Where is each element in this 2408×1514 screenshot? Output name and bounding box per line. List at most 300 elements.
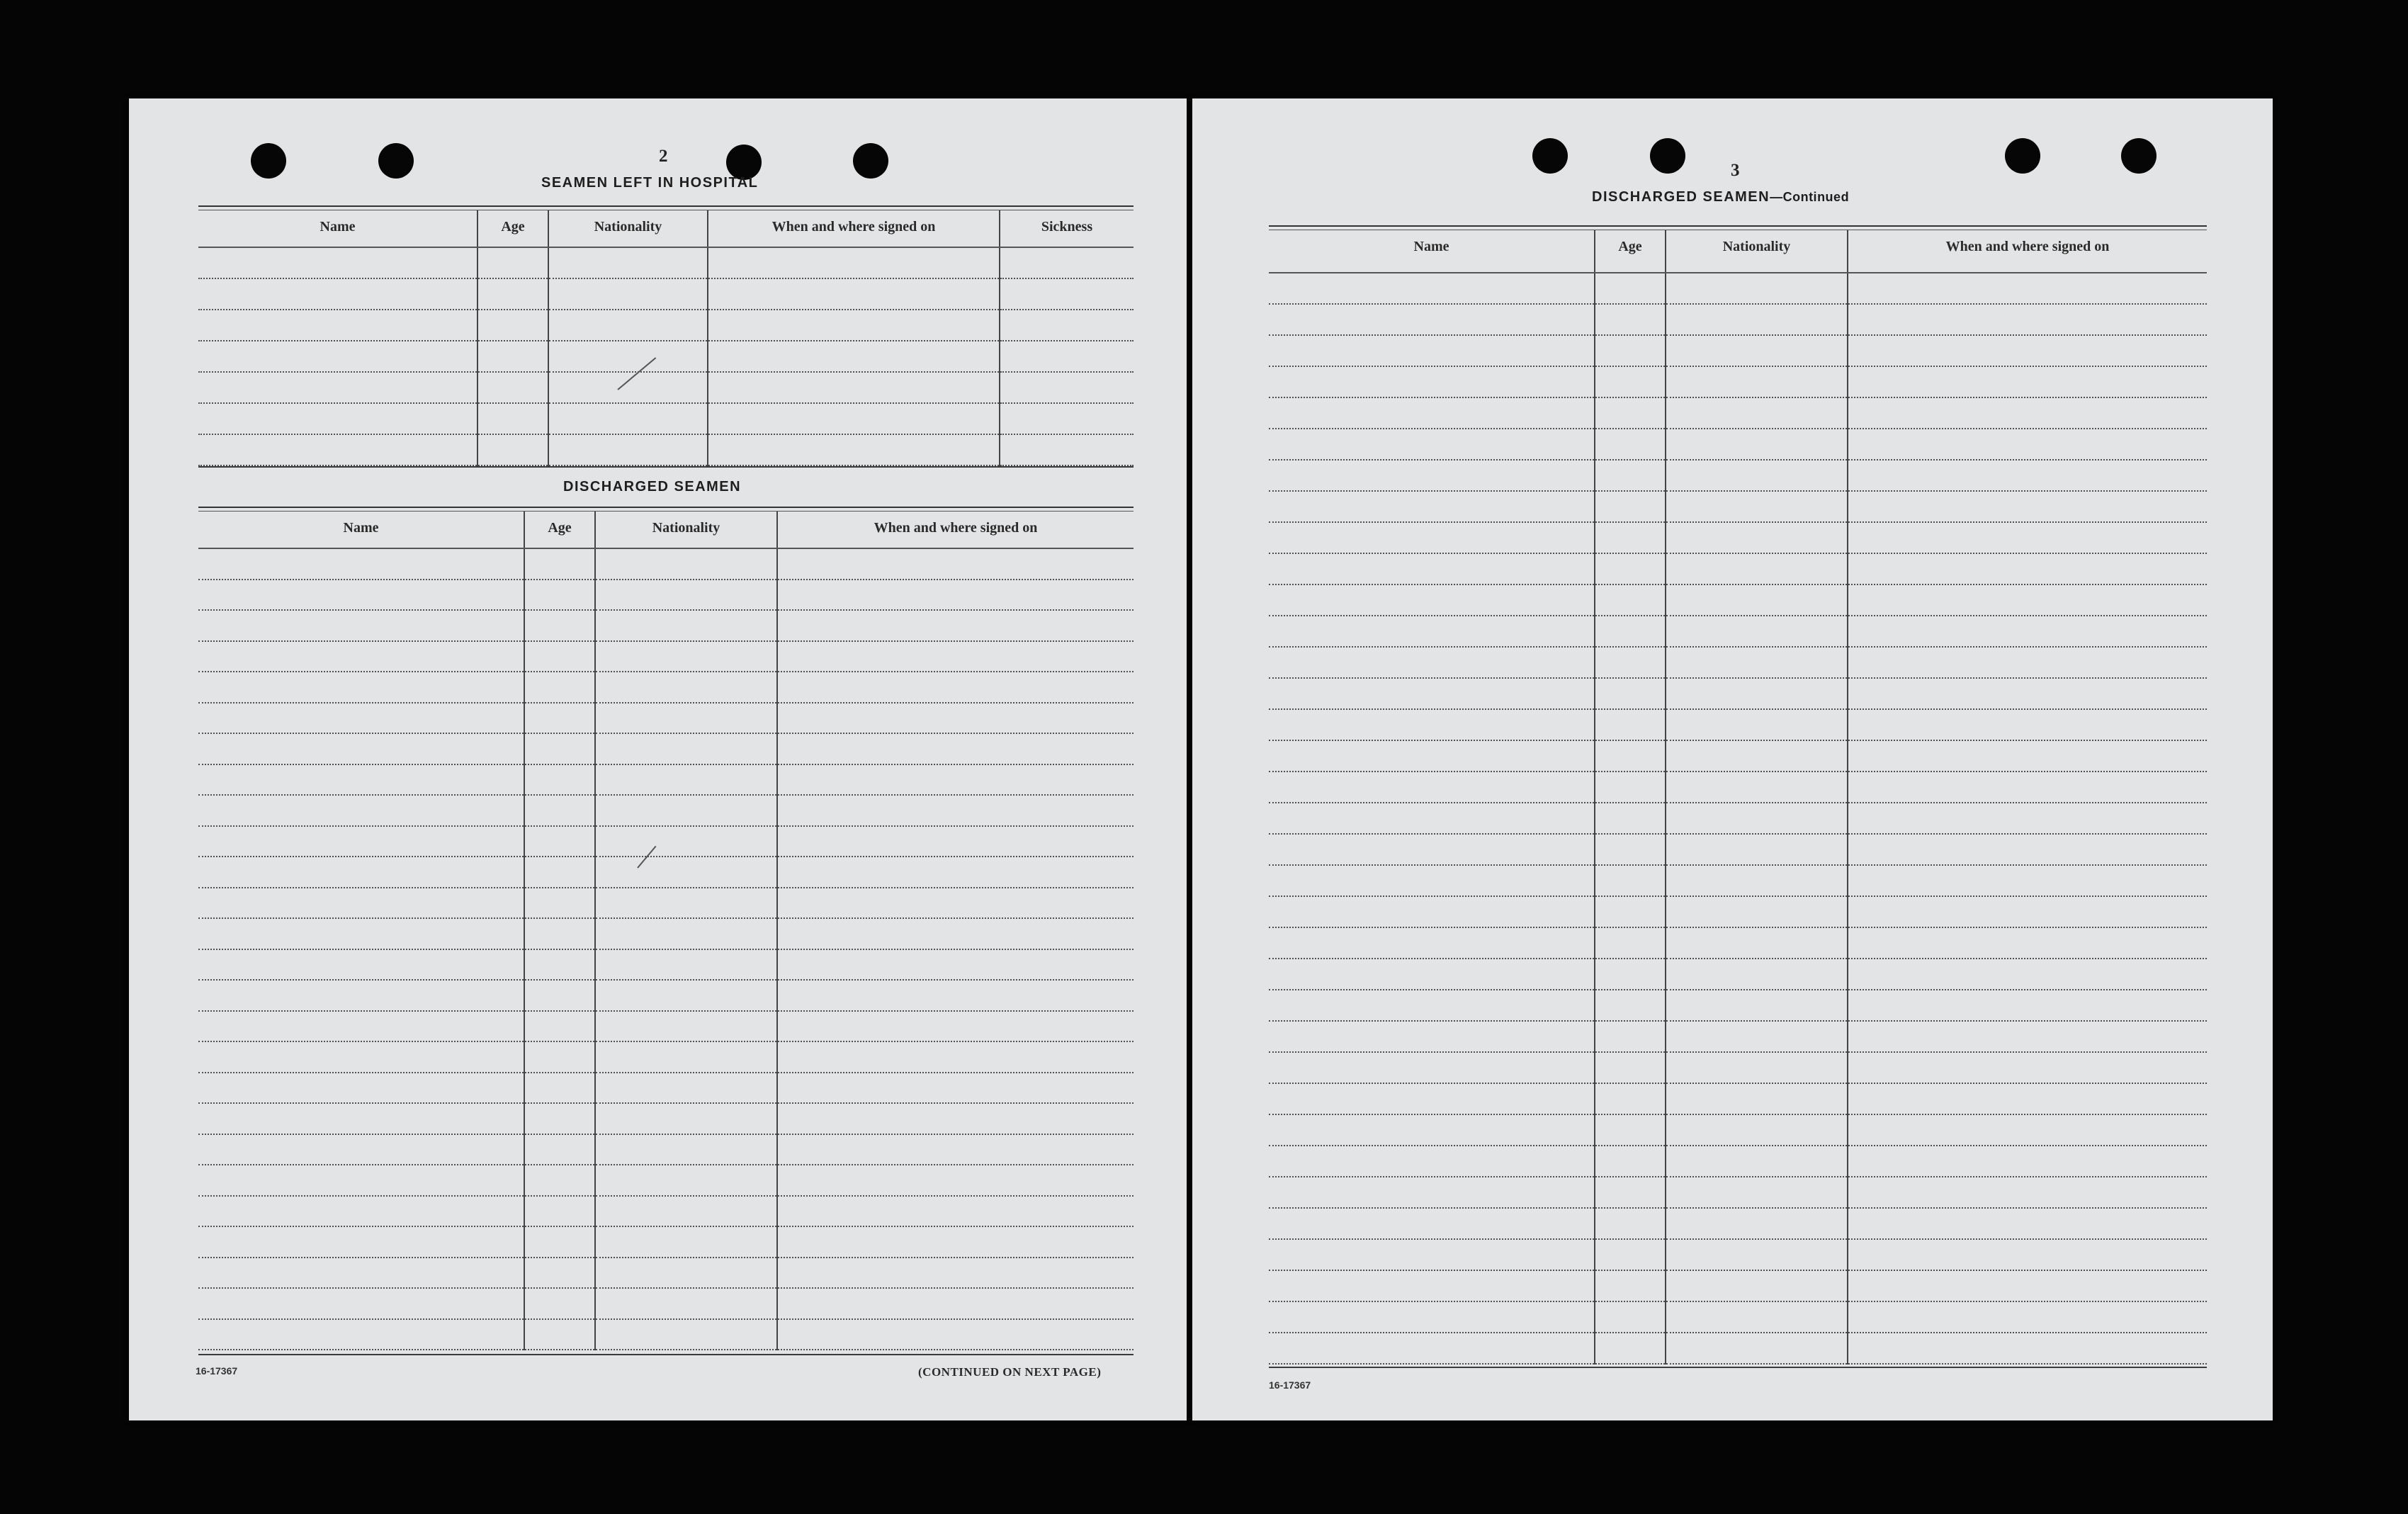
blank-cell	[198, 1103, 524, 1134]
blank-cell	[1269, 553, 1595, 584]
blank-cell	[708, 434, 1000, 465]
column-header: When and where signed on	[777, 512, 1134, 548]
punch-hole	[1532, 138, 1568, 174]
blank-cell	[708, 278, 1000, 310]
table-row	[1269, 616, 2207, 647]
table-row	[198, 1319, 1134, 1350]
blank-cell	[595, 764, 777, 796]
blank-cell	[198, 247, 477, 278]
blank-cell	[1848, 740, 2207, 772]
blank-cell	[1848, 1052, 2207, 1083]
blank-cell	[1595, 834, 1666, 865]
blank-cell	[1666, 740, 1848, 772]
table-row	[1269, 553, 2207, 584]
table-row	[198, 548, 1134, 580]
column-header: Nationality	[1666, 230, 1848, 273]
blank-cell	[1666, 335, 1848, 366]
blank-cell	[1269, 896, 1595, 927]
table-row	[198, 672, 1134, 703]
blank-cell	[1666, 1146, 1848, 1177]
blank-cell	[777, 1134, 1134, 1165]
blank-cell	[1848, 429, 2207, 460]
blank-cell	[777, 641, 1134, 672]
blank-cell	[524, 1196, 595, 1227]
table-row	[1269, 1301, 2207, 1333]
table-row	[198, 247, 1134, 278]
page-number: 3	[1731, 161, 1740, 180]
table-row	[198, 918, 1134, 949]
blank-cell	[1269, 927, 1595, 959]
blank-cell	[708, 372, 1000, 403]
blank-cell	[1269, 803, 1595, 834]
blank-cell	[524, 610, 595, 641]
table-row	[1269, 959, 2207, 990]
blank-cell	[1269, 1177, 1595, 1208]
blank-cell	[1666, 1333, 1848, 1364]
blank-cell	[524, 949, 595, 981]
column-header: Nationality	[595, 512, 777, 548]
blank-cell	[548, 341, 708, 372]
blank-cell	[1666, 990, 1848, 1021]
blank-cell	[777, 1319, 1134, 1350]
blank-cell	[777, 733, 1134, 764]
blank-cell	[524, 641, 595, 672]
blank-cell	[477, 434, 548, 465]
blank-cell	[595, 1196, 777, 1227]
table-row	[198, 1226, 1134, 1258]
blank-cell	[1848, 1021, 2207, 1052]
blank-cell	[1848, 1146, 2207, 1177]
section-rule	[198, 507, 1134, 512]
blank-cell	[1595, 1146, 1666, 1177]
blank-cell	[198, 1258, 524, 1289]
blank-cell	[524, 580, 595, 611]
blank-cell	[477, 372, 548, 403]
table-row	[198, 857, 1134, 888]
blank-cell	[198, 1073, 524, 1104]
blank-cell	[1848, 959, 2207, 990]
blank-cell	[1595, 709, 1666, 740]
column-header: Age	[477, 210, 548, 247]
form-number: 16-17367	[196, 1365, 238, 1377]
blank-cell	[198, 310, 477, 341]
blank-cell	[777, 580, 1134, 611]
blank-cell	[1595, 1052, 1666, 1083]
blank-cell	[1666, 460, 1848, 491]
blank-cell	[1595, 896, 1666, 927]
blank-cell	[1269, 397, 1595, 429]
blank-cell	[595, 888, 777, 919]
blank-cell	[1666, 397, 1848, 429]
blank-cell	[1848, 1208, 2207, 1239]
blank-cell	[777, 1196, 1134, 1227]
table-row	[1269, 1114, 2207, 1146]
blank-cell	[1269, 1146, 1595, 1177]
blank-cell	[524, 733, 595, 764]
table-row	[1269, 1083, 2207, 1114]
blank-cell	[1666, 553, 1848, 584]
blank-cell	[595, 826, 777, 857]
table-row	[1269, 740, 2207, 772]
blank-cell	[198, 403, 477, 434]
table-row	[1269, 834, 2207, 865]
blank-cell	[595, 1226, 777, 1258]
table-row	[1269, 678, 2207, 709]
blank-cell	[777, 1073, 1134, 1104]
column-header: Name	[198, 210, 477, 247]
right-page	[1192, 98, 2273, 1420]
blank-cell	[1666, 304, 1848, 335]
column-header: When and where signed on	[708, 210, 1000, 247]
blank-cell	[477, 278, 548, 310]
blank-cell	[1269, 1114, 1595, 1146]
blank-cell	[524, 1226, 595, 1258]
blank-cell	[524, 888, 595, 919]
blank-cell	[1666, 927, 1848, 959]
table-row	[1269, 460, 2207, 491]
table-row	[198, 403, 1134, 434]
continued-note: (CONTINUED ON NEXT PAGE)	[918, 1365, 1102, 1379]
blank-cell	[595, 548, 777, 580]
blank-cell	[198, 888, 524, 919]
blank-cell	[198, 795, 524, 826]
blank-cell	[1269, 273, 1595, 304]
blank-cell	[1848, 1270, 2207, 1301]
blank-cell	[777, 888, 1134, 919]
blank-cell	[1666, 1301, 1848, 1333]
blank-cell	[1848, 990, 2207, 1021]
blank-cell	[198, 641, 524, 672]
blank-cell	[1666, 429, 1848, 460]
table-row	[198, 733, 1134, 764]
blank-cell	[1269, 1208, 1595, 1239]
blank-cell	[1595, 273, 1666, 304]
blank-cell	[198, 980, 524, 1011]
table-row	[1269, 772, 2207, 803]
blank-cell	[1848, 896, 2207, 927]
table-row	[1269, 1208, 2207, 1239]
table-row	[198, 310, 1134, 341]
blank-cell	[477, 310, 548, 341]
blank-cell	[1269, 959, 1595, 990]
discharged-continued-title	[1592, 189, 1849, 205]
blank-cell	[1269, 366, 1595, 397]
blank-cell	[595, 1011, 777, 1042]
blank-cell	[198, 548, 524, 580]
table-row	[198, 980, 1134, 1011]
blank-cell	[1269, 678, 1595, 709]
blank-cell	[1269, 709, 1595, 740]
blank-cell	[198, 278, 477, 310]
blank-cell	[1269, 990, 1595, 1021]
blank-cell	[1848, 584, 2207, 616]
section-rule	[198, 466, 1134, 468]
blank-cell	[524, 1288, 595, 1319]
blank-cell	[198, 703, 524, 734]
blank-cell	[524, 795, 595, 826]
blank-cell	[595, 918, 777, 949]
blank-cell	[1666, 1021, 1848, 1052]
blank-cell	[1595, 1208, 1666, 1239]
blank-cell	[1848, 1239, 2207, 1270]
blank-cell	[595, 795, 777, 826]
blank-cell	[1269, 429, 1595, 460]
blank-cell	[1269, 1270, 1595, 1301]
blank-cell	[1595, 1083, 1666, 1114]
blank-cell	[777, 672, 1134, 703]
blank-cell	[1595, 803, 1666, 834]
blank-cell	[1848, 1114, 2207, 1146]
blank-cell	[777, 1165, 1134, 1196]
blank-cell	[777, 949, 1134, 981]
blank-cell	[1666, 678, 1848, 709]
blank-cell	[1848, 273, 2207, 304]
table-row	[1269, 896, 2207, 927]
blank-cell	[1269, 304, 1595, 335]
blank-cell	[595, 733, 777, 764]
blank-cell	[1666, 865, 1848, 896]
blank-cell	[595, 980, 777, 1011]
blank-cell	[595, 1165, 777, 1196]
blank-cell	[1666, 647, 1848, 678]
blank-cell	[1848, 1083, 2207, 1114]
column-header: Name	[198, 512, 524, 548]
blank-cell	[1595, 522, 1666, 553]
blank-cell	[595, 672, 777, 703]
blank-cell	[1848, 397, 2207, 429]
blank-cell	[1666, 772, 1848, 803]
table-row	[198, 610, 1134, 641]
blank-cell	[477, 247, 548, 278]
blank-cell	[777, 764, 1134, 796]
blank-cell	[1000, 341, 1134, 372]
blank-cell	[777, 1226, 1134, 1258]
table-row	[1269, 1270, 2207, 1301]
table-row	[1269, 304, 2207, 335]
table-row	[198, 826, 1134, 857]
table-row	[198, 949, 1134, 981]
table-row	[1269, 865, 2207, 896]
blank-cell	[1595, 678, 1666, 709]
blank-cell	[777, 980, 1134, 1011]
blank-cell	[524, 826, 595, 857]
blank-cell	[1595, 647, 1666, 678]
blank-cell	[524, 1011, 595, 1042]
blank-cell	[1666, 1239, 1848, 1270]
table-row	[198, 641, 1134, 672]
blank-cell	[1595, 927, 1666, 959]
blank-cell	[1595, 1270, 1666, 1301]
blank-cell	[708, 403, 1000, 434]
blank-cell	[1269, 865, 1595, 896]
blank-cell	[1666, 1177, 1848, 1208]
blank-cell	[198, 918, 524, 949]
blank-cell	[1848, 834, 2207, 865]
blank-cell	[1595, 1239, 1666, 1270]
table-row	[198, 278, 1134, 310]
blank-cell	[524, 703, 595, 734]
table-row	[198, 1134, 1134, 1165]
blank-cell	[1595, 1301, 1666, 1333]
blank-cell	[1595, 491, 1666, 522]
blank-cell	[1595, 1177, 1666, 1208]
blank-cell	[708, 310, 1000, 341]
left-page	[129, 98, 1187, 1420]
column-header: Age	[1595, 230, 1666, 273]
blank-cell	[595, 580, 777, 611]
blank-cell	[595, 1041, 777, 1073]
blank-cell	[1269, 740, 1595, 772]
table-row	[1269, 1177, 2207, 1208]
blank-cell	[1269, 460, 1595, 491]
blank-cell	[198, 434, 477, 465]
blank-cell	[777, 795, 1134, 826]
form-number: 16-17367	[1269, 1379, 1311, 1391]
blank-cell	[595, 1073, 777, 1104]
blank-cell	[1595, 553, 1666, 584]
punch-hole	[2005, 138, 2040, 174]
column-header: When and where signed on	[1848, 230, 2207, 273]
blank-cell	[1269, 584, 1595, 616]
blank-cell	[548, 278, 708, 310]
blank-cell	[524, 980, 595, 1011]
blank-cell	[198, 857, 524, 888]
blank-cell	[1848, 522, 2207, 553]
blank-cell	[1666, 803, 1848, 834]
blank-cell	[1269, 834, 1595, 865]
blank-cell	[1848, 553, 2207, 584]
blank-cell	[1848, 304, 2207, 335]
table-row	[1269, 1052, 2207, 1083]
blank-cell	[524, 764, 595, 796]
discharged-section-title: DISCHARGED SEAMEN	[563, 479, 742, 495]
blank-cell	[524, 1041, 595, 1073]
blank-cell	[595, 610, 777, 641]
blank-cell	[1269, 1083, 1595, 1114]
blank-cell	[1595, 1333, 1666, 1364]
blank-cell	[548, 372, 708, 403]
blank-cell	[1848, 491, 2207, 522]
blank-cell	[1848, 678, 2207, 709]
punch-hole	[853, 143, 888, 179]
table-row	[1269, 1021, 2207, 1052]
blank-cell	[595, 857, 777, 888]
blank-cell	[1000, 434, 1134, 465]
table-row	[1269, 366, 2207, 397]
section-title-text: DISCHARGED SEAMEN	[1592, 189, 1770, 205]
blank-cell	[1848, 709, 2207, 740]
blank-cell	[1269, 1052, 1595, 1083]
blank-cell	[1666, 1052, 1848, 1083]
blank-cell	[1848, 616, 2207, 647]
table-row	[198, 795, 1134, 826]
blank-cell	[1595, 616, 1666, 647]
blank-cell	[1848, 803, 2207, 834]
section-rule	[1269, 1367, 2207, 1368]
blank-cell	[524, 1258, 595, 1289]
table-row	[1269, 273, 2207, 304]
blank-cell	[595, 949, 777, 981]
section-rule	[1269, 225, 2207, 230]
blank-cell	[1269, 1333, 1595, 1364]
blank-cell	[524, 1134, 595, 1165]
blank-cell	[1666, 366, 1848, 397]
table-row	[198, 1073, 1134, 1104]
table-row	[198, 1165, 1134, 1196]
blank-cell	[198, 1165, 524, 1196]
blank-cell	[777, 548, 1134, 580]
blank-cell	[1666, 1208, 1848, 1239]
blank-cell	[1000, 278, 1134, 310]
section-title-suffix: —Continued	[1770, 190, 1850, 204]
blank-cell	[524, 672, 595, 703]
blank-cell	[1848, 647, 2207, 678]
hospital-table	[198, 210, 1134, 466]
blank-cell	[1000, 247, 1134, 278]
blank-cell	[777, 857, 1134, 888]
blank-cell	[477, 403, 548, 434]
blank-cell	[1666, 896, 1848, 927]
blank-cell	[1848, 335, 2207, 366]
blank-cell	[1666, 616, 1848, 647]
table-row	[1269, 1333, 2207, 1364]
blank-cell	[198, 949, 524, 981]
blank-cell	[198, 826, 524, 857]
blank-cell	[198, 1288, 524, 1319]
section-rule	[198, 1354, 1134, 1355]
blank-cell	[548, 403, 708, 434]
table-row	[1269, 429, 2207, 460]
table-row	[1269, 335, 2207, 366]
blank-cell	[198, 580, 524, 611]
table-row	[1269, 647, 2207, 678]
blank-cell	[198, 1319, 524, 1350]
blank-cell	[198, 610, 524, 641]
blank-cell	[1848, 772, 2207, 803]
column-header: Sickness	[1000, 210, 1134, 247]
blank-cell	[1666, 834, 1848, 865]
punch-hole	[378, 143, 414, 179]
blank-cell	[198, 372, 477, 403]
blank-cell	[1269, 1301, 1595, 1333]
table-row	[198, 1258, 1134, 1289]
blank-cell	[777, 1011, 1134, 1042]
blank-cell	[1595, 366, 1666, 397]
blank-cell	[198, 1226, 524, 1258]
blank-cell	[595, 1134, 777, 1165]
blank-cell	[548, 434, 708, 465]
table-row	[198, 1288, 1134, 1319]
blank-cell	[524, 918, 595, 949]
blank-cell	[777, 826, 1134, 857]
table-row	[198, 1103, 1134, 1134]
blank-cell	[1595, 740, 1666, 772]
blank-cell	[1595, 397, 1666, 429]
blank-cell	[708, 247, 1000, 278]
table-row	[198, 703, 1134, 734]
blank-cell	[548, 310, 708, 341]
blank-cell	[777, 1103, 1134, 1134]
column-header: Nationality	[548, 210, 708, 247]
blank-cell	[777, 1288, 1134, 1319]
punch-hole	[2121, 138, 2157, 174]
table-row	[1269, 990, 2207, 1021]
blank-cell	[1848, 1177, 2207, 1208]
discharged-continued-table	[1269, 230, 2207, 1365]
blank-cell	[1595, 1114, 1666, 1146]
blank-cell	[1666, 491, 1848, 522]
blank-cell	[1269, 647, 1595, 678]
